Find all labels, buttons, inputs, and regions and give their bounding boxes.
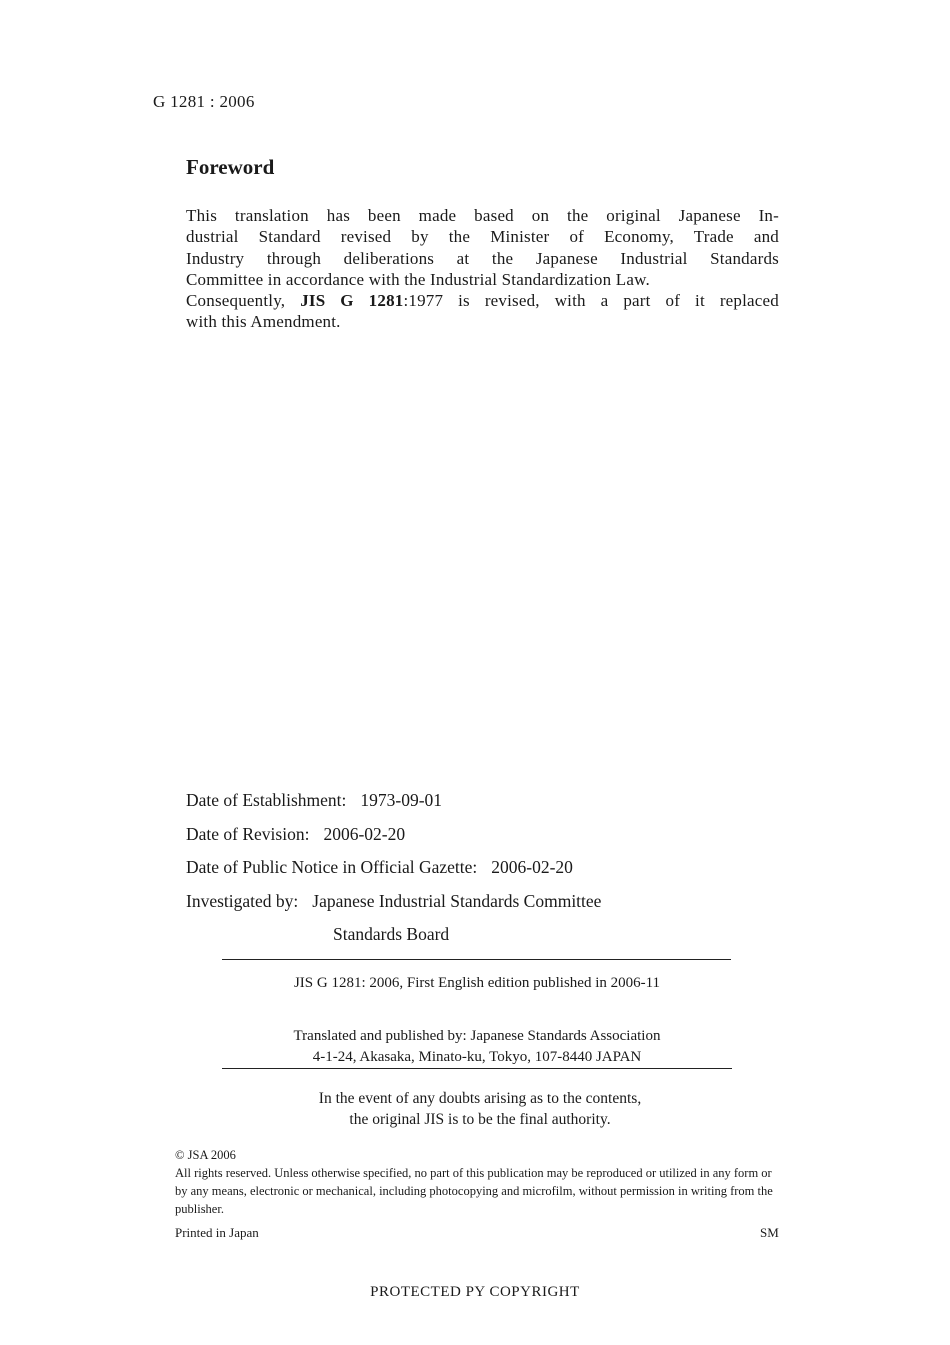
establishment-label: Date of Establishment: [186,790,347,810]
publisher-block [222,1026,732,1067]
printed-in: Printed in Japan [175,1225,259,1240]
investigated-label: Investigated by: [186,890,299,911]
foreword-line: dustrial Standard revised by the Minister of Economy, Trade and [186,227,779,247]
foreword-body [186,205,779,333]
standard-reference: JIS G 1281 [300,291,404,311]
authority-line-2: the original JIS is to be the final authority. [349,1111,611,1128]
investigated-value: Japanese Industrial Standards Committee [312,890,602,911]
divider-bottom [222,1068,732,1069]
foreword-line: Industry through deliberations at the Japanese Industrial Standards [186,248,779,268]
publisher-address: 4-1-24, Akasaka, Minato-ku, Tokyo, 107-8440 JAPAN [312,1048,642,1065]
establishment-row [186,790,601,824]
revision-label: Date of Revision: [186,823,310,844]
rights-text: All rights reserved. Unless otherwise specified, no part of this publication may be reproduced or utilized in any form or by any means, electronic or mechanical, including photocopying and microfilm, without permission in writing from the publisher. [175,1166,773,1216]
notice-value: 2006-02-20 [491,857,573,878]
foreword-line5-end: :1977 is revised, with a part of it replaced [403,291,779,311]
edition-line: JIS G 1281: 2006, First English edition published in 2006-11 [293,975,661,991]
divider-top [222,959,731,960]
sm-code: SM [760,1225,779,1240]
protected-notice: PROTECTED PY COPYRIGHT [370,1284,580,1300]
foreword-line: This translation has been made based on the original Japanese In- [186,206,779,225]
foreword-line: with this Amendment. [186,312,341,332]
establishment-value: 1973-09-01 [360,790,443,810]
authority-line-1: In the event of any doubts arising as to the contents, [318,1090,642,1107]
notice-row [186,857,601,891]
foreword-line5-start: Consequently, [186,291,301,311]
authority-notice [222,1088,738,1130]
legal-notice [175,1146,787,1218]
investigated-row [186,891,601,925]
standard-code: G 1281 : 2006 [153,92,255,111]
publisher-line: Translated and published by: Japanese Standards Association [293,1028,661,1044]
foreword-line: Committee in accordance with the Industrial Standardization Law. [186,269,650,289]
dates-block [186,790,601,958]
revision-value: 2006-02-20 [323,823,406,844]
foreword-line [186,290,779,311]
notice-label: Date of Public Notice in Official Gazette: [186,857,478,878]
foreword-title: Foreword [186,155,275,179]
investigated-sub: Standards Board [333,924,450,945]
copyright-line: © JSA 2006 [175,1148,236,1162]
revision-row [186,824,601,858]
